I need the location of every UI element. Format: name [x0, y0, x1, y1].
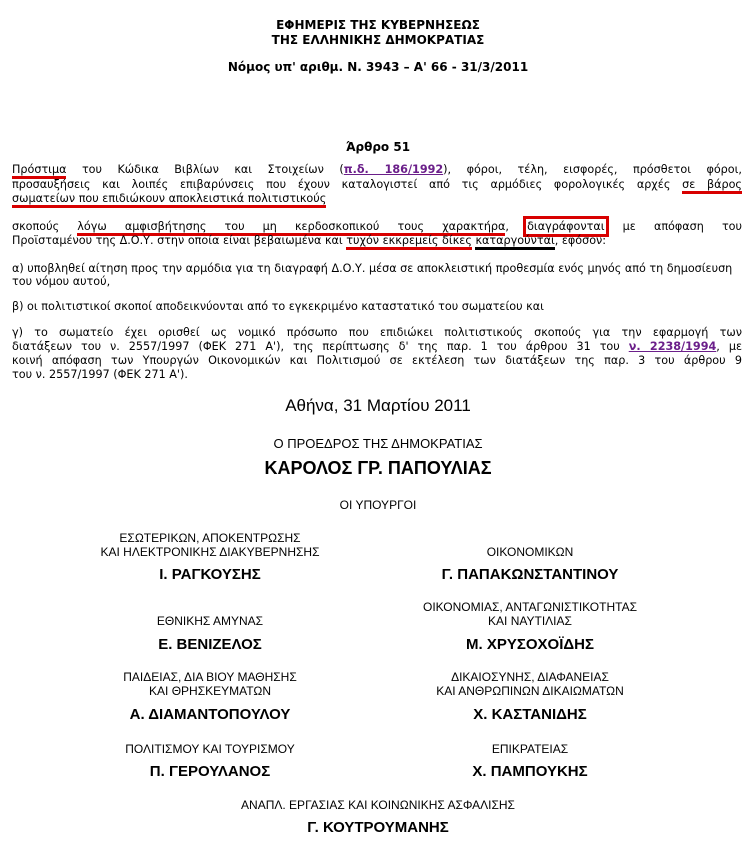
signing-date: Αθήνα, 31 Μαρτίου 2011 — [285, 396, 471, 415]
highlight-fines: Πρόστιμα — [12, 163, 66, 179]
minister-name: Χ. ΠΑΜΠΟΥΚΗΣ — [472, 763, 588, 780]
boxed-written-off: διαγράφονται — [527, 220, 605, 233]
minister-role: ΕΣΩΤΕΡΙΚΩΝ, ΑΠΟΚΕΝΤΡΩΣΗΣ — [119, 531, 301, 545]
minister-name: Γ. ΠΑΠΑΚΩΝΣΤΑΝΤΙΝΟΥ — [441, 566, 619, 583]
law-reference: Νόμος υπ' αριθμ. Ν. 3943 – Α' 66 - 31/3/2011 — [227, 60, 529, 74]
highlight-associations: σωματείων που επιδιώκουν αποκλειστικά πολιτιστικούς — [12, 192, 326, 208]
ministers-label: ΟΙ ΥΠΟΥΡΓΟΙ — [339, 498, 417, 512]
president-title: Ο ΠΡΟΕΔΡΟΣ ΤΗΣ ΔΗΜΟΚΡΑΤΙΑΣ — [273, 436, 483, 451]
gazette-title-line1: ΕΦΗΜΕΡΙΣ ΤΗΣ ΚΥΒΕΡΝΗΣΕΩΣ — [276, 18, 480, 32]
article-title: Άρθρο 51 — [345, 140, 411, 154]
article-item-c-line2: διατάξεων του ν. 2557/1997 (ΦΕΚ 271 Α'), της περίπτωσης δ' της παρ. 1 του άρθρου 31 του ν. 2238/1994, με — [12, 340, 742, 353]
minister-role: ΠΑΙΔΕΙΑΣ, ΔΙΑ ΒΙΟΥ ΜΑΘΗΣΗΣ — [123, 670, 297, 684]
minister-role: ΟΙΚΟΝΟΜΙΑΣ, ΑΝΤΑΓΩΝΙΣΤΙΚΟΤΗΤΑΣ — [423, 600, 637, 614]
article-item-c-line3: κοινή απόφαση των Υπουργών Οικονομικών και Πολιτισμού σε εκτέλεση των διατάξεων της παρ. 3 του άρθρου 9 — [12, 354, 742, 367]
highlight-abolished: καταργούνται — [475, 234, 554, 250]
link-pd-186-1992[interactable]: π.δ. 186/1992 — [343, 163, 444, 176]
article-p1-line3 — [12, 192, 742, 205]
article-p1-line2: προσαυξήσεις και λοιπές επιβαρύνσεις που έχουν καταλογιστεί από τις αρμόδιες φορολογικές αρχές σε βάρος — [12, 178, 742, 191]
link-n-2238-1994[interactable]: ν. 2238/1994 — [628, 340, 717, 353]
article-item-a: α) υποβληθεί αίτηση προς την αρμόδια για τη διαγραφή Δ.Ο.Υ. μέσα σε αποκλειστική προθεσμία ενός μηνός από τη δημοσίευση του νόμου αυτού, — [12, 262, 733, 288]
minister-role: ΠΟΛΙΤΙΣΜΟΥ ΚΑΙ ΤΟΥΡΙΣΜΟΥ — [125, 742, 295, 756]
minister-role-line2: ΚΑΙ ΘΡΗΣΚΕΥΜΑΤΩΝ — [149, 684, 271, 698]
minister-name: Μ. ΧΡΥΣΟΧΟΪΔΗΣ — [466, 636, 594, 653]
minister-role: ΕΘΝΙΚΗΣ ΑΜΥΝΑΣ — [156, 614, 264, 628]
minister-role: ΔΙΚΑΙΟΣΥΝΗΣ, ΔΙΑΦΑΝΕΙΑΣ — [451, 670, 609, 684]
minister-name: Χ. ΚΑΣΤΑΝΙΔΗΣ — [473, 706, 587, 723]
minister-role: ΕΠΙΚΡΑΤΕΙΑΣ — [491, 742, 569, 756]
gazette-title-line2: ΤΗΣ ΕΛΛΗΝΙΚΗΣ ΔΗΜΟΚΡΑΤΙΑΣ — [271, 33, 485, 47]
article-item-c-line4: του ν. 2557/1997 (ΦΕΚ 271 Α'). — [12, 368, 188, 381]
article-p2-line2: Προϊσταμένου της Δ.Ο.Υ. στην οποία είναι βεβαιωμένα και τυχόν εκκρεμείς δίκες καταργούνται, εφόσον: — [12, 234, 742, 247]
highlight-against: σε βάρος — [682, 178, 742, 194]
minister-role: ΟΙΚΟΝΟΜΙΚΩΝ — [486, 545, 574, 559]
article-p1-line1: Πρόστιμα του Κώδικα Βιβλίων και Στοιχείων (π.δ. 186/1992), φόροι, τέλη, εισφορές, πρόσθετοι φόροι, — [12, 163, 742, 176]
minister-name: Ε. ΒΕΝΙΖΕΛΟΣ — [158, 636, 262, 653]
minister-role-line2: ΚΑΙ ΑΝΘΡΩΠΙΝΩΝ ΔΙΚΑΙΩΜΑΤΩΝ — [436, 684, 624, 698]
article-p2-line1: σκοπούς λόγω αμφισβήτησης του μη κερδοσκοπικού τους χαρακτήρα, διαγράφονται με απόφαση του — [12, 220, 742, 233]
minister-role-line2: ΚΑΙ ΗΛΕΚΤΡΟΝΙΚΗΣ ΔΙΑΚΥΒΕΡΝΗΣΗΣ — [100, 545, 320, 559]
minister-role-line2: ΚΑΙ ΝΑΥΤΙΛΙΑΣ — [488, 614, 572, 628]
article-item-b: β) οι πολιτιστικοί σκοποί αποδεικνύονται από το εγκεκριμένο καταστατικό του σωματείου και — [12, 300, 544, 313]
highlight-dispute: λόγω αμφισβήτησης του μη κερδοσκοπικού τους χαρακτήρα — [77, 220, 505, 236]
highlight-pending-cases: τυχόν εκκρεμείς δίκες — [346, 234, 472, 250]
article-item-c-line1: γ) το σωματείο έχει ορισθεί ως νομικό πρόσωπο που επιδιώκει πολιτιστικούς σκοπούς για την εφαρμογή των — [12, 326, 742, 339]
minister-name: Α. ΔΙΑΜΑΝΤΟΠΟΥΛΟΥ — [129, 706, 291, 723]
minister-role: ΑΝΑΠΛ. ΕΡΓΑΣΙΑΣ ΚΑΙ ΚΟΙΝΩΝΙΚΗΣ ΑΣΦΑΛΙΣΗΣ — [241, 798, 515, 812]
president-name: ΚΑΡΟΛΟΣ ΓΡ. ΠΑΠΟΥΛΙΑΣ — [264, 458, 492, 478]
minister-name: Π. ΓΕΡΟΥΛΑΝΟΣ — [149, 763, 271, 780]
minister-name: Ι. ΡΑΓΚΟΥΣΗΣ — [159, 566, 261, 583]
minister-name: Γ. ΚΟΥΤΡΟΥΜΑΝΗΣ — [307, 819, 449, 836]
